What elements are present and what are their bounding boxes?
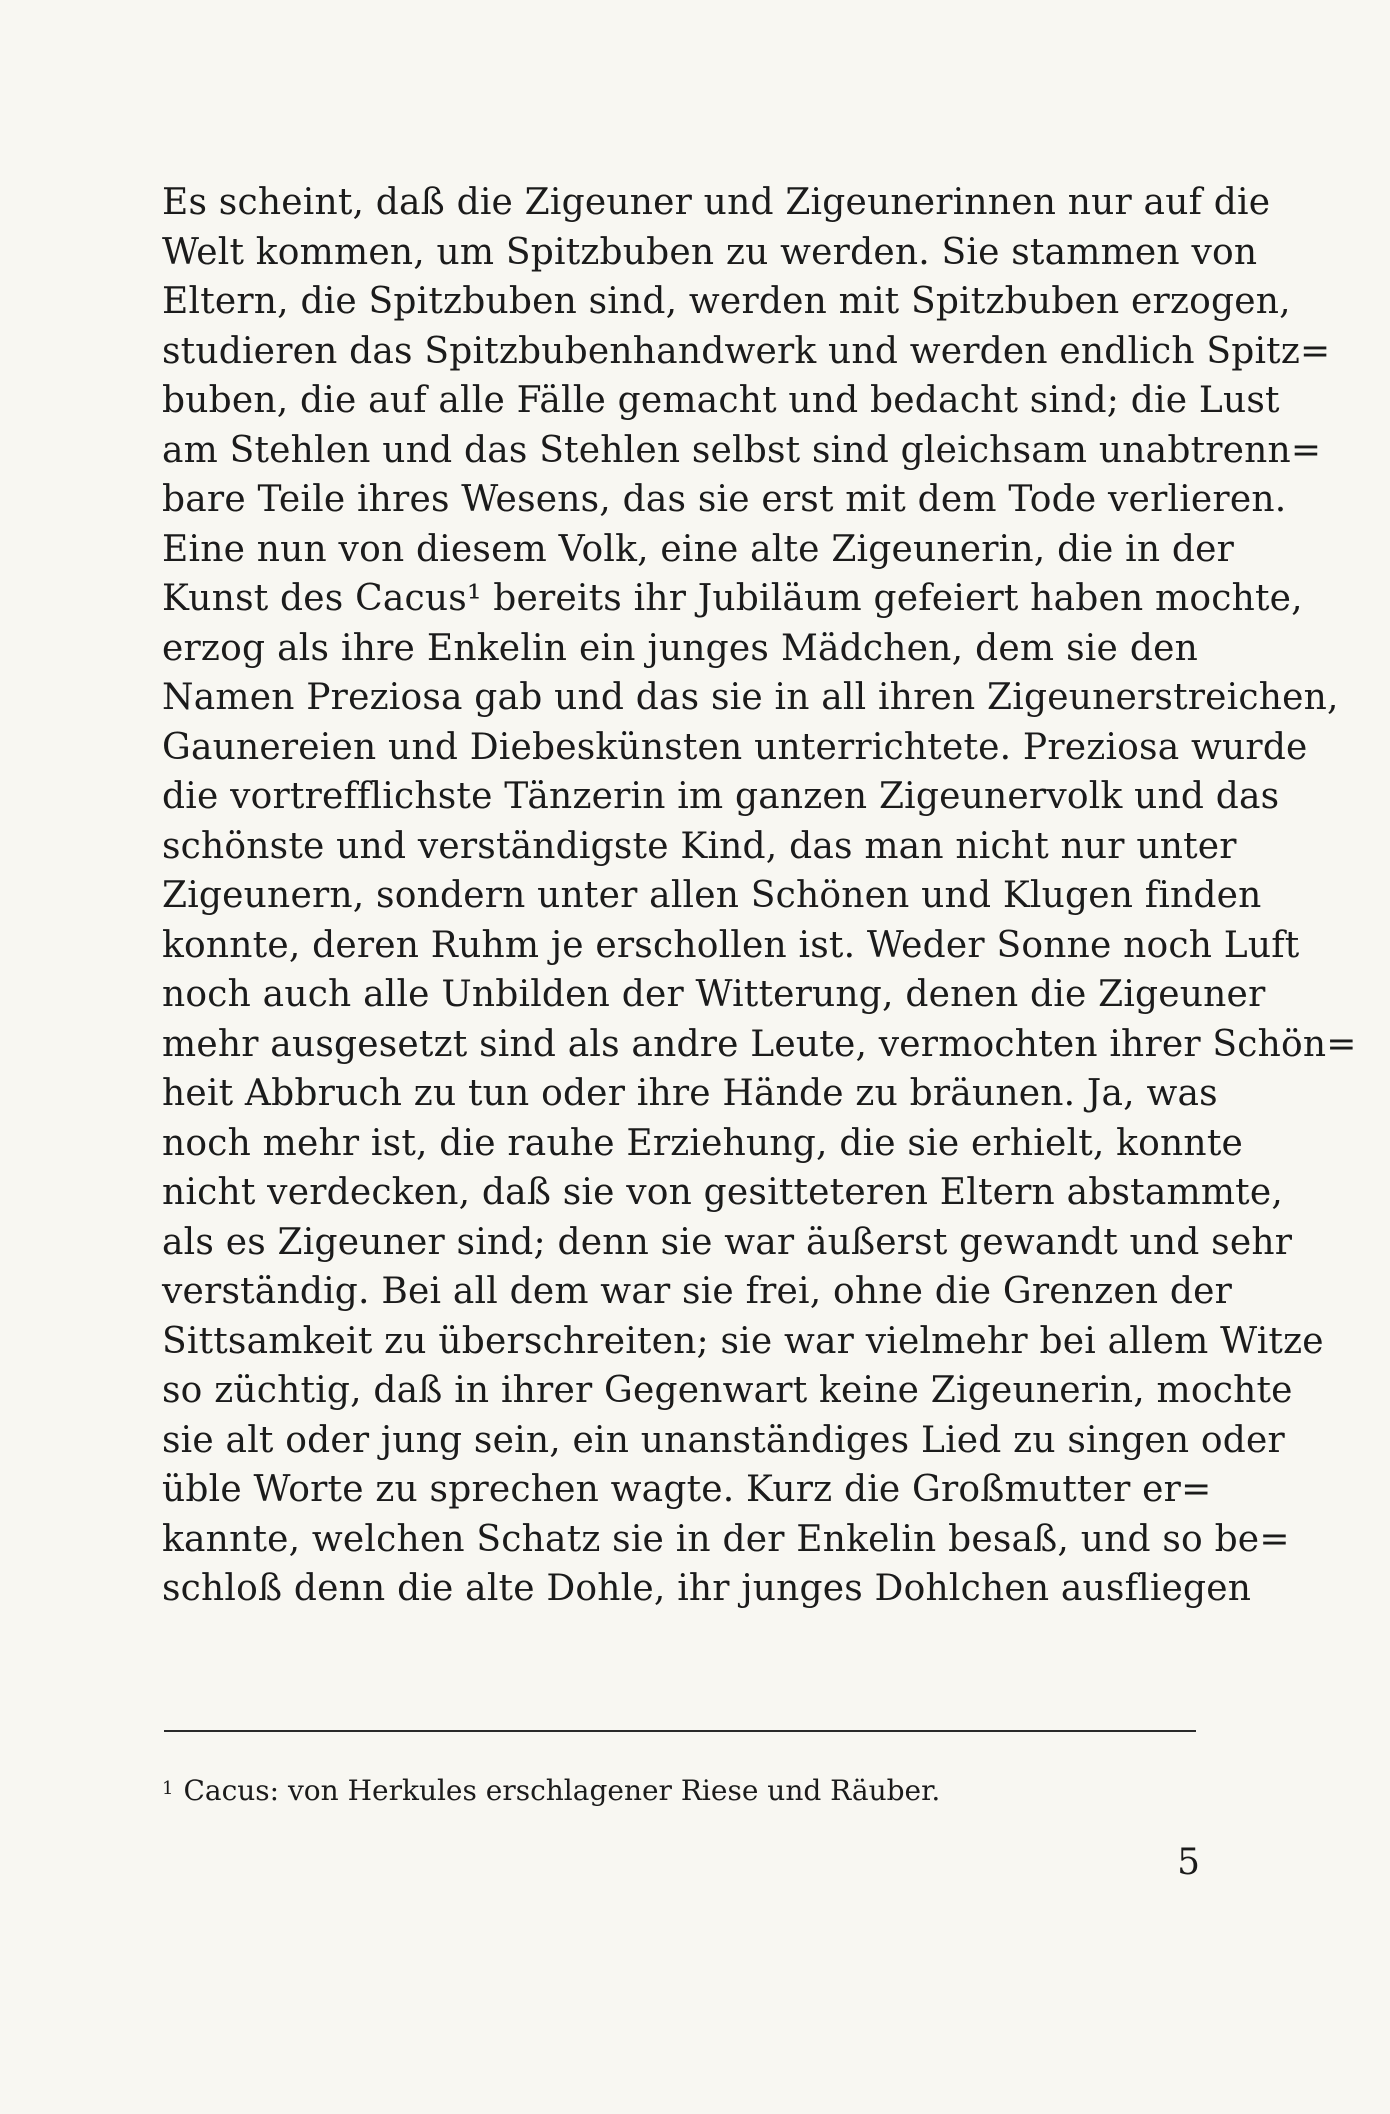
body-line: Eltern, die Spitzbuben sind, werden mit Spitzbuben erzogen, [162, 281, 1291, 322]
body-line: studieren das Spitzbubenhandwerk und werden endlich Spitz= [162, 330, 1331, 372]
body-line: buben, die auf alle Fälle gemacht und bedacht sind; die Lust [162, 380, 1280, 421]
body-line: konnte, deren Ruhm je erschollen ist. Weder Sonne noch Luft [162, 924, 1300, 966]
body-text [162, 178, 1357, 1614]
body-line: kannte, welchen Schatz sie in der Enkelin besaß, und so be= [162, 1518, 1290, 1560]
body-line: schloß denn die alte Dohle, ihr junges Dohlchen ausfliegen [162, 1568, 1252, 1609]
footnote [162, 1772, 940, 1808]
body-line: noch auch alle Unbilden der Witterung, denen die Zigeuner [162, 974, 1266, 1015]
body-line: noch mehr ist, die rauhe Erziehung, die sie erhielt, konnte [162, 1122, 1243, 1164]
body-line: Welt kommen, um Spitzbuben zu werden. Sie stammen von [162, 231, 1258, 273]
body-line: üble Worte zu sprechen wagte. Kurz die Großmutter er= [162, 1469, 1212, 1510]
body-line: sie alt oder jung sein, ein unanständiges Lied zu singen oder [162, 1419, 1285, 1461]
body-line: schönste und verständigste Kind, das man nicht nur unter [162, 825, 1237, 867]
page-number: 5 [1177, 1842, 1200, 1883]
footnote-divider [164, 1730, 1196, 1732]
body-line: so züchtig, daß in ihrer Gegenwart keine Zigeunerin, mochte [162, 1370, 1293, 1411]
body-line: erzog als ihre Enkelin ein junges Mädchen, dem sie den [162, 627, 1198, 669]
body-line: Kunst des Cacus¹ bereits ihr Jubiläum gefeiert haben mochte, [162, 578, 1303, 619]
body-line: die vortrefflichste Tänzerin im ganzen Zigeunervolk und das [162, 776, 1280, 817]
body-line: am Stehlen und das Stehlen selbst sind gleichsam unabtrenn= [162, 429, 1322, 471]
body-line: Sittsamkeit zu überschreiten; sie war vielmehr bei allem Witze [162, 1320, 1324, 1362]
body-line: Gaunereien und Diebeskünsten unterrichtete. Preziosa wurde [162, 726, 1308, 768]
body-line: nicht verdecken, daß sie von gesitteteren Eltern abstammte, [162, 1172, 1283, 1213]
body-line: verständig. Bei all dem war sie frei, ohne die Grenzen der [162, 1271, 1233, 1312]
body-line: Es scheint, daß die Zigeuner und Zigeunerinnen nur auf die [162, 182, 1271, 223]
body-line: Eine nun von diesem Volk, eine alte Zigeunerin, die in der [162, 528, 1235, 570]
body-line: Zigeunern, sondern unter allen Schönen und Klugen finden [162, 875, 1262, 916]
footnote-marker: 1 [162, 1778, 174, 1799]
body-line: als es Zigeuner sind; denn sie war äußerst gewandt und sehr [162, 1221, 1293, 1263]
body-line: heit Abbruch zu tun oder ihre Hände zu bräunen. Ja, was [162, 1073, 1218, 1114]
body-line: Namen Preziosa gab und das sie in all ihren Zigeunerstreichen, [162, 677, 1339, 718]
footnote-text: Cacus: von Herkules erschlagener Riese und Räuber. [183, 1774, 941, 1807]
body-line: bare Teile ihres Wesens, das sie erst mit dem Tode verlieren. [162, 479, 1287, 520]
body-line: mehr ausgesetzt sind als andre Leute, vermochten ihrer Schön= [162, 1023, 1357, 1065]
